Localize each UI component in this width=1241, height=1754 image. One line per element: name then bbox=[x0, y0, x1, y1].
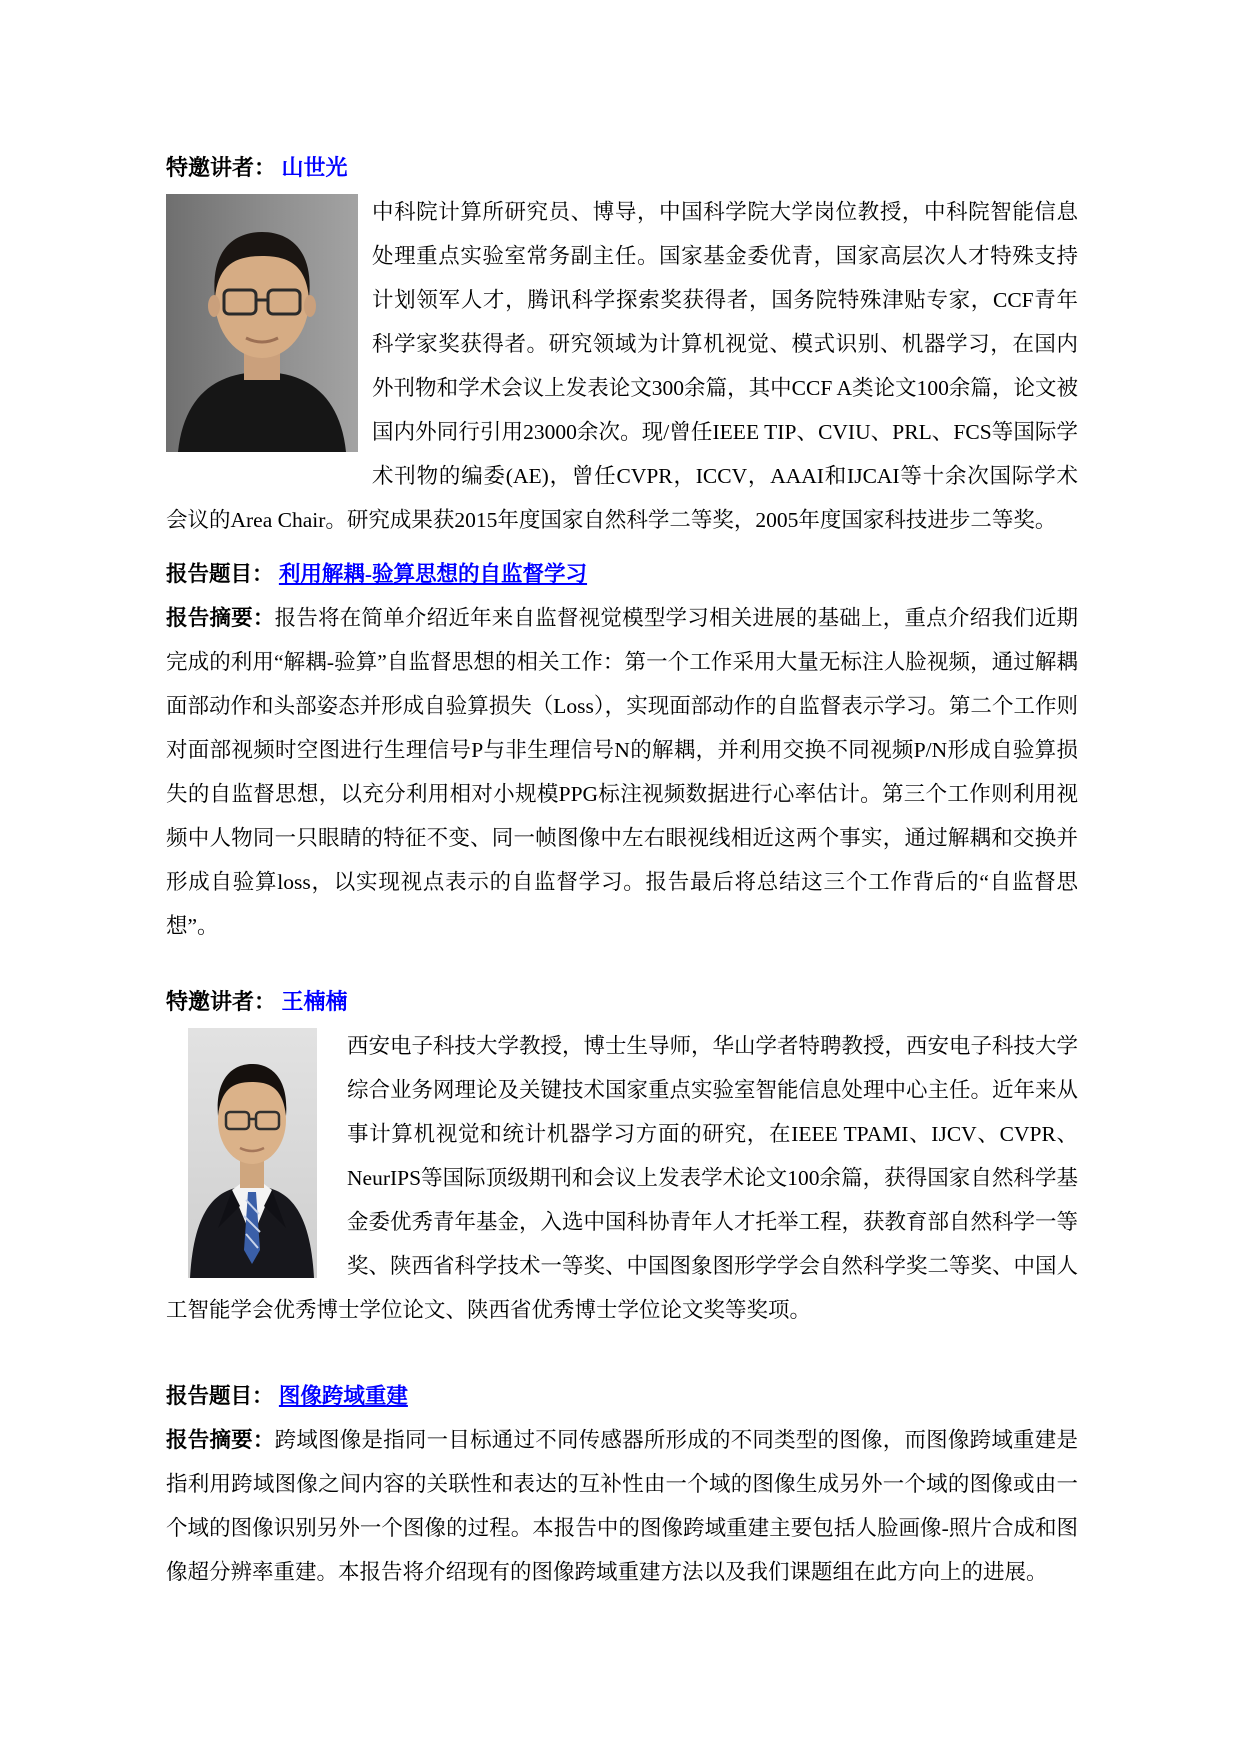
talk-title-label: 报告题目： bbox=[166, 1384, 274, 1408]
talk-abstract bbox=[166, 596, 1078, 948]
speaker-heading-label: 特邀讲者： bbox=[166, 155, 277, 180]
abstract-text: 跨域图像是指同一目标通过不同传感器所形成的不同类型的图像，而图像跨域重建是指利用跨域图像之间内容的关联性和表达的互补性由一个域的图像生成另外一个域的图像或由一个域的图像识别另外一个图像的过程。本报告中的图像跨域重建主要包括人脸画像-照片合成和图像超分辨率重建。本报告将介绍现有的图像跨域重建方法以及我们课题组在此方向上的进展。 bbox=[166, 1428, 1078, 1584]
talk-title-line bbox=[166, 552, 1078, 596]
speaker-photo bbox=[188, 1028, 317, 1278]
talk-title-link[interactable]: 图像跨域重建 bbox=[278, 1384, 408, 1408]
speaker-section-2 bbox=[166, 980, 1078, 1594]
speaker-heading-label: 特邀讲者： bbox=[166, 989, 277, 1014]
abstract-label: 报告摘要： bbox=[166, 606, 275, 630]
speaker-heading bbox=[166, 980, 1078, 1024]
speaker-name-link[interactable]: 山世光 bbox=[281, 155, 348, 180]
speaker-bio-block bbox=[166, 1024, 1078, 1332]
speaker-section-1 bbox=[166, 146, 1078, 948]
talk-title-line bbox=[166, 1374, 1078, 1418]
abstract-label: 报告摘要： bbox=[166, 1428, 275, 1452]
talk-abstract bbox=[166, 1418, 1078, 1594]
speaker-name-link[interactable]: 王楠楠 bbox=[281, 989, 348, 1014]
talk-title-link[interactable]: 利用解耦-验算思想的自监督学习 bbox=[278, 562, 588, 586]
speaker-bio-text: 中科院计算所研究员、博导，中国科学院大学岗位教授，中科院智能信息处理重点实验室常务副主任。国家基金委优青，国家高层次人才特殊支持计划领军人才，腾讯科学探索奖获得者，国务院特殊津贴专家，CCF青年科学家奖获得者。研究领域为计算机视觉、模式识别、机器学习，在国内外刊物和学术会议上发表论文300余篇，其中CCF A类论文100余篇，论文被国内外同行引用23000余次。现/曾任IEEE TIP、CVIU、PRL、FCS等国际学术刊物的编委(AE)，曾任CVPR，ICCV，AAAI和IJCAI等十余次国际学术会议的Area Chair。研究成果获2015年度国家自然科学二等奖，2005年度国家科技进步二等奖。 bbox=[166, 200, 1078, 532]
talk-title-label: 报告题目： bbox=[166, 562, 274, 586]
speaker-bio-text: 西安电子科技大学教授，博士生导师，华山学者特聘教授，西安电子科技大学综合业务网理论及关键技术国家重点实验室智能信息处理中心主任。近年来从事计算机视觉和统计机器学习方面的研究，在IEEE TPAMI、IJCV、CVPR、NeurIPS等国际顶级期刊和会议上发表学术论文100余篇，获得国家自然科学基金委优秀青年基金，入选中国科协青年人才托举工程，获教育部自然科学一等奖、陕西省科学技术一等奖、中国图象图形学学会自然科学奖二等奖、中国人工智能学会优秀博士学位论文、陕西省优秀博士学位论文奖等奖项。 bbox=[166, 1034, 1079, 1322]
male-portrait-glasses-black-shirt-icon bbox=[166, 194, 358, 452]
male-portrait-suit-blue-tie-icon bbox=[188, 1028, 317, 1278]
abstract-text: 报告将在简单介绍近年来自监督视觉模型学习相关进展的基础上，重点介绍我们近期完成的利用“解耦-验算”自监督思想的相关工作：第一个工作采用大量无标注人脸视频，通过解耦面部动作和头部姿态并形成自验算损失（Loss），实现面部动作的自监督表示学习。第二个工作则对面部视频时空图进行生理信号P与非生理信号N的解耦，并利用交换不同视频P/N形成自验算损失的自监督思想，以充分利用相对小规模PPG标注视频数据进行心率估计。第三个工作则利用视频中人物同一只眼睛的特征不变、同一帧图像中左右眼视线相近这两个事实，通过解耦和交换并形成自验算loss，以实现视点表示的自监督学习。报告最后将总结这三个工作背后的“自监督思想”。 bbox=[166, 606, 1078, 938]
speaker-photo bbox=[166, 194, 358, 452]
speaker-bio-block bbox=[166, 190, 1078, 542]
speaker-heading bbox=[166, 146, 1078, 190]
